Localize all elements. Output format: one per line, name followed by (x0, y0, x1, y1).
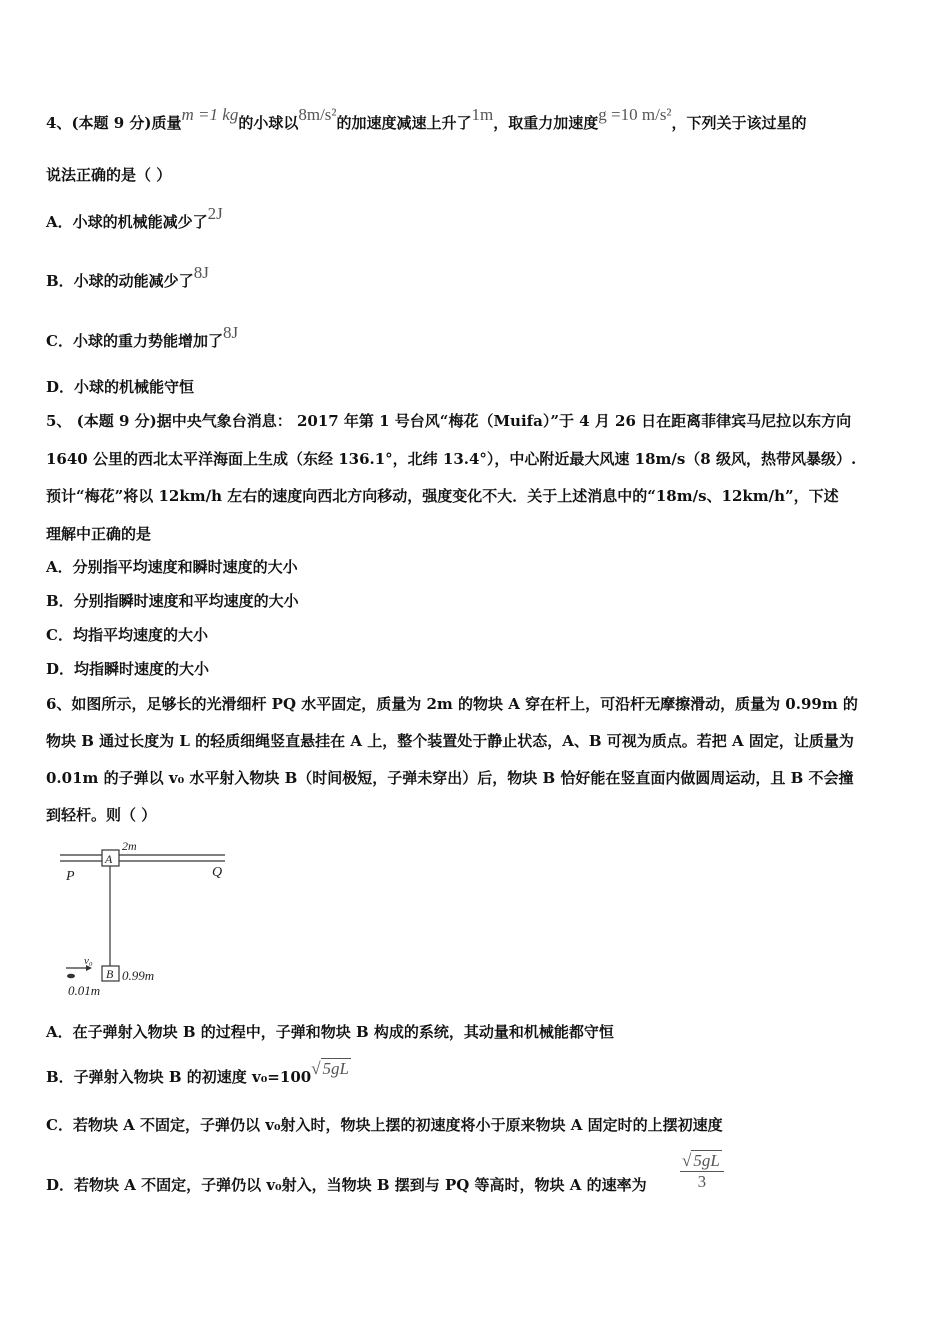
label-099m: 0.99m (122, 968, 155, 983)
q5-stem-line3: 预计“梅花”将以 12km/h 左右的速度向西北方向移动，强度变化不大．关于上述消息中的“18m/s、12km/h”，下述 (46, 487, 839, 505)
fraction-denominator: 3 (697, 1172, 707, 1191)
q4-height-expr: 1m (471, 105, 494, 124)
q4-option-c-label: C．小球的重力势能增加了 (46, 332, 223, 350)
q6-option-b-label: B．子弹射入物块 B 的初速度 v₀=100 (46, 1068, 312, 1086)
fraction-numerator: √ 5gL (680, 1150, 724, 1172)
q4-option-d-label: D．小球的机械能守恒 (46, 378, 195, 396)
q6-option-b[interactable] (46, 1059, 351, 1087)
sqrt-5gl: 5gL (693, 1151, 720, 1170)
q6-option-d[interactable] (46, 1174, 647, 1195)
q4-option-a-math: 2J (207, 204, 223, 223)
q6-figure (60, 838, 240, 1000)
q4-gravity-expr: g =10 m/s² (598, 105, 672, 124)
q6-option-d-label: D．若物块 A 不固定，子弹仍以 v₀射入，当物块 B 摆到与 PQ 等高时，物块 A 的速率为 (46, 1176, 647, 1194)
q6-stem-line1: 6、如图所示，足够长的光滑细杆 PQ 水平固定，质量为 2m 的物块 A 穿在杆上，可沿杆无摩擦滑动，质量为 0.99m 的 (46, 695, 858, 713)
label-q: Q (212, 865, 223, 880)
q6-stem-line3: 0.01m 的子弹以 v₀ 水平射入物块 B（时间极短，子弹未穿出）后，物块 B 恰好能在竖直面内做圆周运动，且 B 不会撞 (46, 769, 854, 787)
q5-stem-line1: 5、 (本题 9 分)据中央气象台消息： 2017 年第 1 号台风“梅花（Muifa）”于 4 月 26 日在距离菲律宾马尼拉以东方向 (46, 412, 852, 430)
q4-text: 质量 (151, 114, 182, 132)
q4-stem-line2: 说法正确的是（ ） (46, 166, 172, 184)
label-001m: 0.01m (68, 983, 101, 998)
q6-option-a[interactable]: A．在子弹射入物块 B 的过程中，子弹和物块 B 构成的系统，其动量和机械能都守恒 (46, 1023, 614, 1041)
q6-option-c[interactable]: C．若物块 A 不固定，子弹仍以 v₀射入时，物块上摆的初速度将小于原来物块 A 固定时的上摆初速度 (46, 1116, 723, 1134)
label-a: A (105, 852, 113, 866)
q5-option-b[interactable]: B．分别指瞬时速度和平均速度的大小 (46, 592, 299, 610)
q4-text: ，取重力加速度 (493, 114, 599, 132)
q4-stem-line1 (46, 105, 807, 133)
q5-stem-line2: 1640 公里的西北太平洋海面上生成（东经 136.1°，北纬 13.4°），中心附近最大风速 18m/s（8 级风，热带风暴级）. (46, 450, 857, 468)
q6-option-b-math: √ 5gL (311, 1059, 350, 1078)
bullet (67, 974, 75, 979)
q4-option-d[interactable] (46, 376, 194, 397)
q4-text: ，下列关于该过星的 (671, 114, 807, 132)
q5-option-d[interactable]: D．均指瞬时速度的大小 (46, 660, 210, 678)
q4-mass-expr: m =1 kg (181, 105, 239, 124)
label-v0: v₀ (84, 955, 93, 967)
q4-option-c-math: 8J (222, 323, 239, 342)
q4-option-b[interactable] (46, 263, 209, 291)
q4-number: 4、 (46, 114, 72, 132)
q4-option-c[interactable] (46, 323, 239, 351)
q5-option-a[interactable]: A．分别指平均速度和瞬时速度的大小 (46, 558, 298, 576)
q6-stem-line4: 到轻杆。则（ ） (46, 806, 157, 824)
label-2m: 2m (122, 839, 137, 853)
q4-option-a[interactable] (46, 204, 223, 232)
sqrt-5gl: 5gL (322, 1059, 350, 1078)
label-b: B (106, 967, 114, 981)
q4-accel-expr: 8m/s² (298, 105, 337, 124)
q6-option-d-fraction (680, 1150, 724, 1192)
q4-meta: (本题 9 分) (71, 114, 152, 132)
q4-text: 的小球以 (238, 114, 299, 132)
q4-option-b-label: B．小球的动能减少了 (46, 272, 194, 290)
q4-option-b-math: 8J (193, 263, 209, 282)
q5-stem-line4: 理解中正确的是 (46, 525, 152, 543)
q4-option-a-label: A．小球的机械能减少了 (46, 213, 208, 231)
q4-text: 的加速度减速上升了 (336, 114, 472, 132)
q6-stem-line2: 物块 B 通过长度为 L 的轻质细绳竖直悬挂在 A 上，整个装置处于静止状态，A、B 可视为质点。若把 A 固定，让质量为 (46, 732, 854, 750)
label-p: P (66, 869, 75, 884)
q5-option-c[interactable]: C．均指平均速度的大小 (46, 626, 208, 644)
